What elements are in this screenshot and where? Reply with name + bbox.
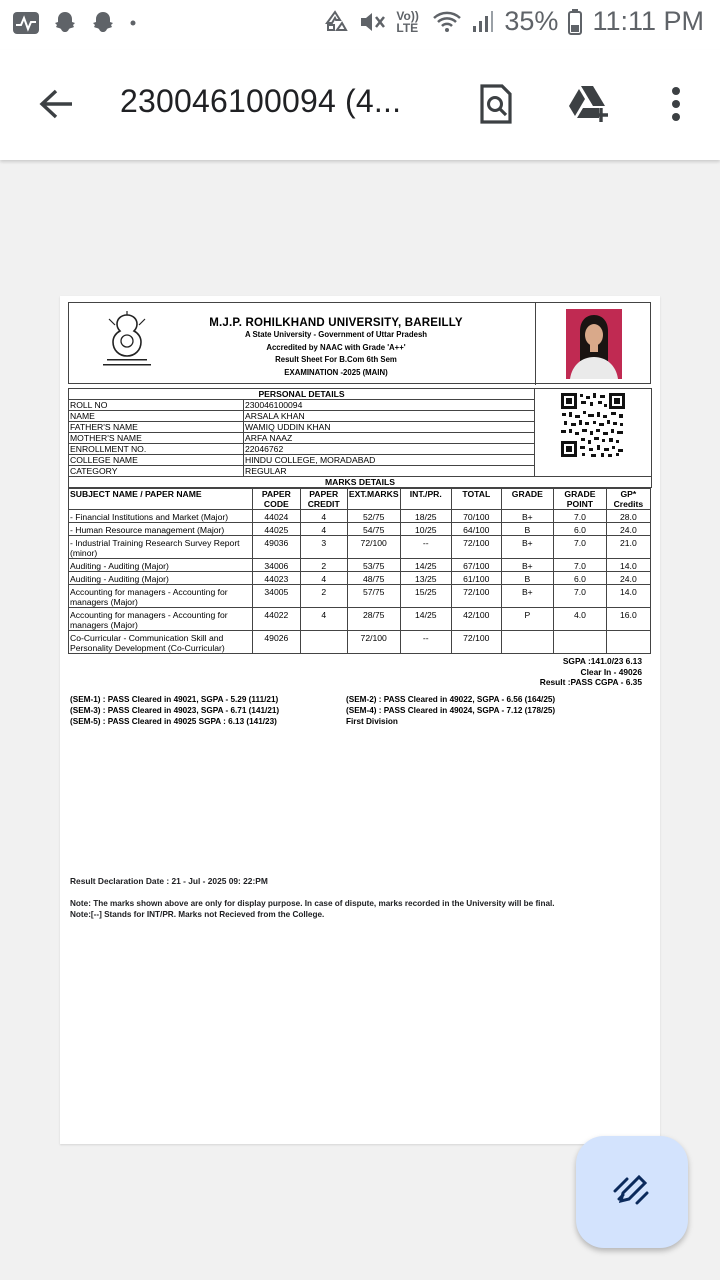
total: 64/100 <box>452 523 501 536</box>
total: 72/100 <box>452 536 501 559</box>
grade: B+ <box>501 510 554 523</box>
roll-no-value: 230046100094 <box>244 400 535 411</box>
document-title: 230046100094 (4... <box>120 83 402 119</box>
grade-point: 7.0 <box>554 510 607 523</box>
paper-credit: 4 <box>300 572 347 585</box>
paper-code: 34006 <box>253 559 300 572</box>
result-sheet-title: Result Sheet For B.Com 6th Sem <box>275 355 397 364</box>
grade-point: 7.0 <box>554 536 607 559</box>
grade: B <box>501 572 554 585</box>
marks-details-title: MARKS DETAILS <box>69 477 652 488</box>
ext-marks: 72/100 <box>347 536 400 559</box>
marks-row <box>69 585 651 608</box>
back-button[interactable] <box>30 80 82 132</box>
battery-percent: 35% <box>504 6 559 36</box>
int-pr: 15/25 <box>400 585 452 608</box>
more-notifications-dot-icon <box>128 18 138 28</box>
grade-point: 7.0 <box>554 585 607 608</box>
total: 61/100 <box>452 572 501 585</box>
int-pr: 14/25 <box>400 608 452 631</box>
examination-title: EXAMINATION -2025 (MAIN) <box>284 367 388 377</box>
college-value: HINDU COLLEGE, MORADABAD <box>244 455 535 466</box>
ext-marks: 72/100 <box>347 631 400 654</box>
int-pr: 18/25 <box>400 510 452 523</box>
subject-name: - Financial Institutions and Market (Major) <box>69 510 253 523</box>
grade-point: 6.0 <box>554 572 607 585</box>
int-pr: 13/25 <box>400 572 452 585</box>
search-document-icon <box>479 84 513 129</box>
mothers-name-value: ARFA NAAZ <box>244 433 535 444</box>
col-subject: SUBJECT NAME / PAPER NAME <box>69 489 253 510</box>
subject-name: - Industrial Training Research Survey Report (minor) <box>69 536 253 559</box>
paper-code: 44025 <box>253 523 300 536</box>
paper-credit <box>300 631 347 654</box>
personal-details-title: PERSONAL DETAILS <box>69 389 535 400</box>
paper-code: 44024 <box>253 510 300 523</box>
grade-point: 4.0 <box>554 608 607 631</box>
edit-fab-button[interactable] <box>576 1136 688 1248</box>
fathers-name-label: FATHER'S NAME <box>69 422 244 433</box>
name-value: ARSALA KHAN <box>244 411 535 422</box>
qr-code <box>560 392 626 458</box>
sem-4-result: (SEM-4) : PASS Cleared in 49024, SGPA - 7.12 (178/25) <box>346 705 556 715</box>
grade-point: 7.0 <box>554 559 607 572</box>
signal-icon <box>472 10 494 34</box>
paper-credit: 4 <box>300 510 347 523</box>
snapchat-icon-2 <box>90 10 116 36</box>
paper-credit: 4 <box>300 608 347 631</box>
gp-credits <box>606 631 650 654</box>
category-value: REGULAR <box>244 466 535 477</box>
col-int-pr: INT./PR. <box>400 489 452 510</box>
gp-credits: 24.0 <box>606 523 650 536</box>
enrollment-value: 22046762 <box>244 444 535 455</box>
ext-marks: 52/75 <box>347 510 400 523</box>
university-logo <box>97 311 157 373</box>
paper-credit: 4 <box>300 523 347 536</box>
subject-name: Auditing - Auditing (Major) <box>69 572 253 585</box>
int-pr: 14/25 <box>400 559 452 572</box>
roll-no-label: ROLL NO <box>69 400 244 411</box>
marks-table <box>68 488 651 654</box>
personal-details-table <box>68 388 652 488</box>
total: 72/100 <box>452 585 501 608</box>
student-photo <box>535 303 652 385</box>
status-bar <box>0 0 720 50</box>
int-pr: -- <box>400 536 452 559</box>
grade: P <box>501 608 554 631</box>
back-arrow-icon <box>38 88 74 125</box>
sem-3-result: (SEM-3) : PASS Cleared in 49023, SGPA - 6.71 (141/21) <box>70 705 280 715</box>
gp-credits: 14.0 <box>606 585 650 608</box>
paper-credit: 2 <box>300 585 347 608</box>
sgpa-summary: SGPA :141.0/23 6.13 <box>562 656 642 666</box>
col-paper-credit: PAPER CREDIT <box>300 489 347 510</box>
ext-marks: 53/75 <box>347 559 400 572</box>
grade: B+ <box>501 559 554 572</box>
grade-point <box>554 631 607 654</box>
ext-marks: 48/75 <box>347 572 400 585</box>
activity-monitor-icon <box>12 11 40 35</box>
enrollment-label: ENROLLMENT NO. <box>69 444 244 455</box>
gp-credits: 16.0 <box>606 608 650 631</box>
mute-icon <box>358 9 386 35</box>
ext-marks: 54/75 <box>347 523 400 536</box>
fathers-name-value: WAMIQ UDDIN KHAN <box>244 422 535 433</box>
paper-code: 34005 <box>253 585 300 608</box>
college-label: COLLEGE NAME <box>69 455 244 466</box>
clear-in: Clear In - 49026 <box>580 666 642 677</box>
marks-row <box>69 572 651 585</box>
mothers-name-label: MOTHER'S NAME <box>69 433 244 444</box>
snapchat-icon <box>52 10 78 36</box>
more-options-button[interactable] <box>650 80 702 132</box>
marks-row <box>69 631 651 654</box>
category-label: CATEGORY <box>69 466 244 477</box>
sem-2-result: (SEM-2) : PASS Cleared in 49022, SGPA - 6.56 (164/25) <box>346 694 556 704</box>
col-total: TOTAL <box>452 489 501 510</box>
recycle-icon <box>322 9 348 35</box>
note-display-purpose: Note: The marks shown above are only for display purpose. In case of dispute, marks recorded in the University will be final. <box>70 899 555 908</box>
battery-icon <box>568 9 582 35</box>
gp-credits: 24.0 <box>606 572 650 585</box>
grade: B+ <box>501 585 554 608</box>
marks-row <box>69 608 651 631</box>
col-gp-credits: GP* Credits <box>606 489 650 510</box>
qr-code-cell <box>535 389 652 477</box>
result-summary: Result :PASS CGPA - 6.35 <box>539 677 642 687</box>
subject-name: Accounting for managers - Accounting for managers (Major) <box>69 608 253 631</box>
grade: B+ <box>501 536 554 559</box>
add-to-drive-icon <box>567 84 617 129</box>
document-header <box>68 302 651 384</box>
paper-code: 44023 <box>253 572 300 585</box>
gp-credits: 28.0 <box>606 510 650 523</box>
int-pr: -- <box>400 631 452 654</box>
total: 42/100 <box>452 608 501 631</box>
grade: B <box>501 523 554 536</box>
ext-marks: 28/75 <box>347 608 400 631</box>
ext-marks: 57/75 <box>347 585 400 608</box>
col-paper-code: PAPER CODE <box>253 489 300 510</box>
subject-name: - Human Resource management (Major) <box>69 523 253 536</box>
marks-row <box>69 559 651 572</box>
clock: 11:11 PM <box>592 6 704 36</box>
sem-1-result: (SEM-1) : PASS Cleared in 49021, SGPA - 5.29 (111/21) <box>70 694 279 704</box>
division: First Division <box>346 716 398 726</box>
subject-name: Co-Curricular - Communication Skill and Personality Development (Co-Curricular) <box>69 631 253 654</box>
volte-icon: Vo)) LTE <box>396 8 419 35</box>
university-name: M.J.P. ROHILKHAND UNIVERSITY, BAREILLY <box>209 317 463 329</box>
university-line1: A State University - Government of Uttar Pradesh <box>244 330 428 339</box>
find-in-document-button[interactable] <box>470 80 522 132</box>
app-bar <box>0 50 720 160</box>
total: 70/100 <box>452 510 501 523</box>
marks-row <box>69 523 651 536</box>
marks-row <box>69 536 651 559</box>
pdf-page <box>60 296 660 1144</box>
edit-pen-icon <box>611 1169 653 1216</box>
semester-history <box>68 694 652 734</box>
more-vert-icon <box>671 86 681 127</box>
grade-point: 6.0 <box>554 523 607 536</box>
grade <box>501 631 554 654</box>
paper-code: 49036 <box>253 536 300 559</box>
wifi-icon <box>432 10 462 34</box>
col-grade: GRADE <box>501 489 554 510</box>
int-pr: 10/25 <box>400 523 452 536</box>
paper-credit: 3 <box>300 536 347 559</box>
name-label: NAME <box>69 411 244 422</box>
total: 67/100 <box>452 559 501 572</box>
gp-credits: 21.0 <box>606 536 650 559</box>
total: 72/100 <box>452 631 501 654</box>
result-declaration-date: Result Declaration Date : 21 - Jul - 2025 09: 22:PM <box>70 876 268 886</box>
marks-row <box>69 510 651 523</box>
paper-code: 44022 <box>253 608 300 631</box>
sem-5-result: (SEM-5) : PASS Cleared in 49025 SGPA : 6.13 (141/23) <box>70 716 277 726</box>
subject-name: Auditing - Auditing (Major) <box>69 559 253 572</box>
add-to-drive-button[interactable] <box>566 80 618 132</box>
university-line2: Accredited by NAAC with Grade 'A++' <box>266 342 406 352</box>
col-ext-marks: EXT.MARKS <box>347 489 400 510</box>
paper-code: 49026 <box>253 631 300 654</box>
note-int-pr: Note:[--] Stands for INT/PR. Marks not Recieved from the College. <box>70 910 325 919</box>
subject-name: Accounting for managers - Accounting for managers (Major) <box>69 585 253 608</box>
col-grade-point: GRADE POINT <box>554 489 607 510</box>
paper-credit: 2 <box>300 559 347 572</box>
gp-credits: 14.0 <box>606 559 650 572</box>
